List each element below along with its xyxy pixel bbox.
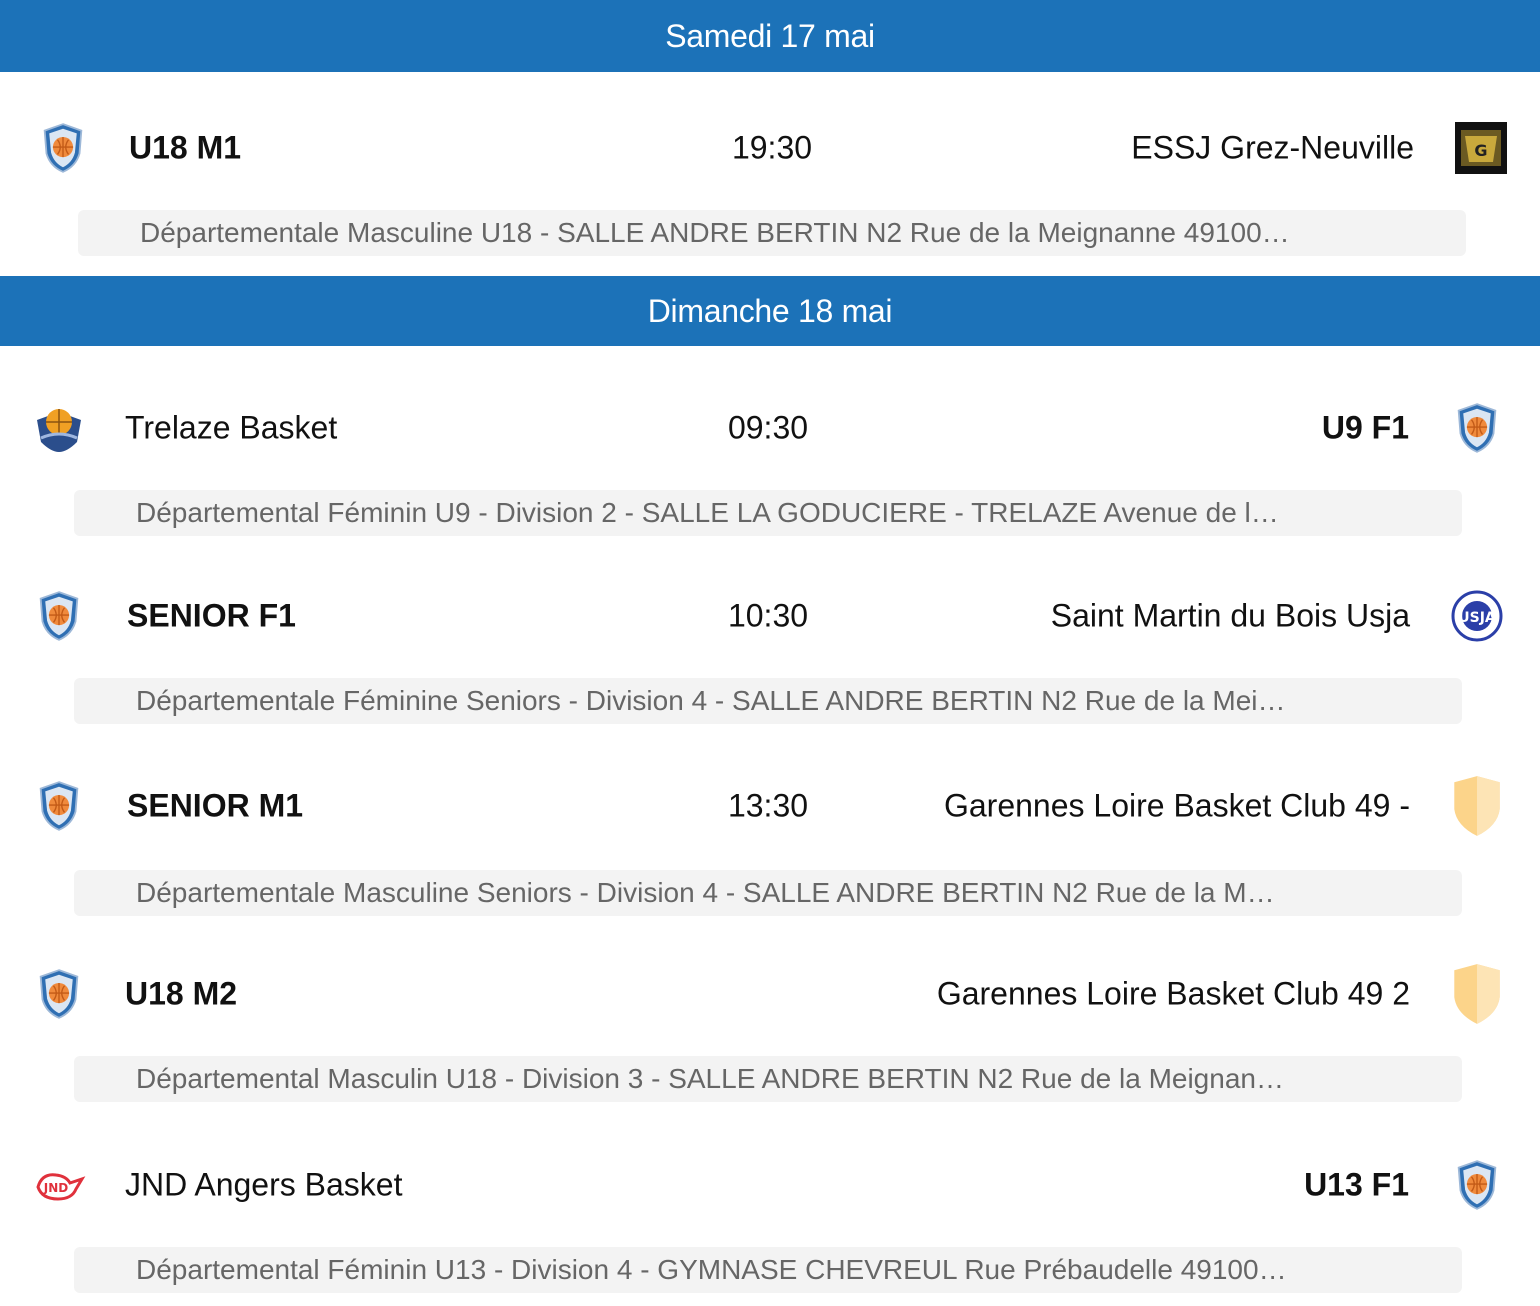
match-teams-row[interactable] [0, 108, 1540, 188]
club-shield-icon [36, 121, 90, 175]
club-shield-icon [1450, 401, 1504, 455]
match-info: Départemental Féminin U13 - Division 4 - GYMNASE CHEVREUL Rue Prébaudelle 49100… [74, 1247, 1462, 1293]
match-info: Départementale Masculine Seniors - Division 4 - SALLE ANDRE BERTIN N2 Rue de la M… [74, 870, 1462, 916]
club-shield-icon [1450, 1158, 1504, 1212]
away-team-name[interactable]: U9 F1 [1321, 409, 1409, 446]
svg-text:USJA: USJA [1458, 610, 1496, 626]
away-team-name[interactable]: ESSJ Grez-Neuville [1131, 129, 1414, 166]
home-team-name[interactable]: Trelaze Basket [125, 409, 338, 446]
match-info: Départemental Masculin U18 - Division 3 - SALLE ANDRE BERTIN N2 Rue de la Meignan… [74, 1056, 1462, 1102]
home-team-name[interactable]: SENIOR F1 [127, 597, 296, 634]
essj-grez-neuville-logo-icon [1454, 121, 1508, 175]
match-info: Départementale Féminine Seniors - Division 4 - SALLE ANDRE BERTIN N2 Rue de la Mei… [74, 678, 1462, 724]
home-team-name[interactable]: U18 M2 [125, 975, 238, 1012]
match-time: 09:30 [727, 409, 809, 446]
placeholder-shield-icon [1450, 962, 1504, 1026]
club-shield-icon [32, 779, 86, 833]
day-header: Samedi 17 mai [0, 0, 1540, 72]
match-info: Départementale Masculine U18 - SALLE ANDRE BERTIN N2 Rue de la Meignanne 49100… [78, 210, 1466, 256]
match-teams-row[interactable] [0, 954, 1540, 1034]
svg-text:JND: JND [43, 1181, 69, 1195]
match-teams-row[interactable] [0, 1145, 1540, 1225]
home-team-name[interactable]: JND Angers Basket [125, 1166, 403, 1203]
match-time: 13:30 [727, 787, 809, 824]
placeholder-shield-icon [1450, 774, 1504, 838]
svg-text:G: G [1474, 141, 1488, 160]
trelaze-basket-logo-icon [32, 401, 86, 455]
away-team-name[interactable]: Saint Martin du Bois Usja [1050, 597, 1410, 634]
home-team-name[interactable]: U18 M1 [129, 129, 242, 166]
club-shield-icon [32, 967, 86, 1021]
day-header: Dimanche 18 mai [0, 276, 1540, 346]
club-shield-icon [32, 589, 86, 643]
jnd-angers-logo-icon [32, 1158, 86, 1212]
home-team-name[interactable]: SENIOR M1 [127, 787, 304, 824]
match-teams-row[interactable] [0, 388, 1540, 468]
away-team-name[interactable]: Garennes Loire Basket Club 49 2 [936, 975, 1410, 1012]
match-teams-row[interactable] [0, 766, 1540, 846]
match-time: 10:30 [727, 597, 809, 634]
match-time: 19:30 [731, 129, 813, 166]
away-team-name[interactable]: U13 F1 [1304, 1166, 1409, 1203]
match-teams-row[interactable] [0, 576, 1540, 656]
away-team-name[interactable]: Garennes Loire Basket Club 49 - [943, 787, 1410, 824]
usja-logo-icon [1450, 589, 1504, 643]
match-info: Départemental Féminin U9 - Division 2 - SALLE LA GODUCIERE - TRELAZE Avenue de l… [74, 490, 1462, 536]
